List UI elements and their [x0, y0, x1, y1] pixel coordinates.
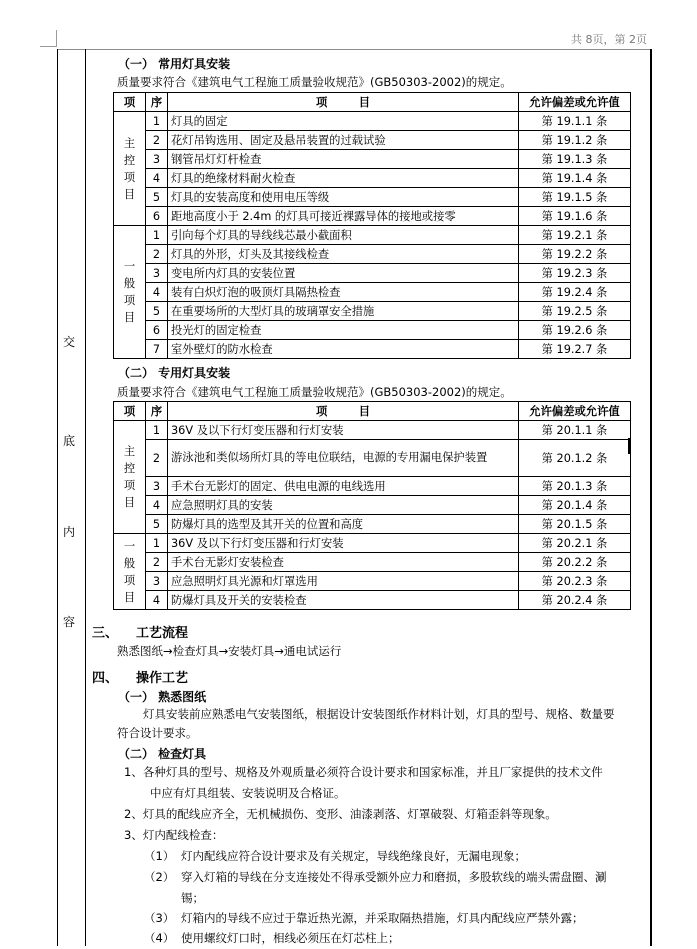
section3-number: 三、	[92, 626, 119, 641]
row-item: 防爆灯具及开关的安装检查	[168, 591, 519, 610]
row-number: 1	[146, 112, 168, 131]
table-row	[114, 496, 631, 515]
header-item: 项 目	[168, 402, 519, 421]
check-item-3: 3、灯内配线检查：	[124, 828, 224, 842]
subitem-number: （2）	[144, 870, 175, 884]
table-row	[114, 226, 631, 245]
row-item: 钢管吊灯灯杆检查	[168, 150, 519, 169]
table-row	[114, 421, 631, 440]
table-row	[114, 572, 631, 591]
row-item: 应急照明灯具的安装	[168, 496, 519, 515]
row-item: 手术台无影灯的固定、供电电源的电线选用	[168, 477, 519, 496]
row-reference: 第 19.2.4 条	[519, 283, 631, 302]
header-seq: 序	[146, 93, 168, 112]
row-reference: 第 20.1.2 条	[519, 440, 631, 477]
section4-number: 四、	[92, 671, 119, 686]
row-number: 4	[146, 496, 168, 515]
row-item: 灯具的外形，灯头及其接线检查	[168, 245, 519, 264]
row-number: 5	[146, 515, 168, 534]
subitem-text: 灯箱内的导线不应过于靠近热光源，并采取隔热措施，灯具内配线应严禁外露；	[181, 911, 584, 925]
row-number: 2	[146, 245, 168, 264]
table-row	[114, 131, 631, 150]
side-label-char: 内	[63, 525, 76, 539]
row-reference: 第 19.1.4 条	[519, 169, 631, 188]
table-row	[114, 321, 631, 340]
sub1-text: 灯具安装前应熟悉电气安装图纸，根据设计安装图纸作材料计划，灯具的型号、规格、数量要	[143, 707, 615, 721]
row-item: 灯具的安装高度和使用电压等级	[168, 188, 519, 207]
subitem-text: 灯内配线应符合设计要求及有关规定，导线绝缘良好，无漏电现象；	[181, 849, 526, 863]
subitem-number: （4）	[144, 931, 175, 945]
row-item: 投光灯的固定检查	[168, 321, 519, 340]
row-number: 2	[146, 440, 168, 477]
row-item: 游泳池和类似场所灯具的等电位联结，电源的专用漏电保护装置	[168, 440, 519, 477]
row-reference: 第 19.2.2 条	[519, 245, 631, 264]
row-reference: 第 20.2.4 条	[519, 591, 631, 610]
main-control-label: 主 控 项 目	[114, 421, 146, 534]
row-reference: 第 19.2.3 条	[519, 264, 631, 283]
general-item-label: 一 般 项 目	[114, 226, 146, 359]
row-number: 3	[146, 264, 168, 283]
section4-title: 操作工艺	[136, 671, 189, 686]
table-special-lamps	[113, 401, 631, 610]
row-reference: 第 20.2.3 条	[519, 572, 631, 591]
header-tolerance: 允许偏差或允许值	[519, 402, 631, 421]
main-control-label: 主 控 项 目	[114, 112, 146, 226]
row-number: 2	[146, 131, 168, 150]
row-reference: 第 19.1.2 条	[519, 131, 631, 150]
table-row	[114, 302, 631, 321]
row-item: 灯具的绝缘材料耐火检查	[168, 169, 519, 188]
row-item: 36V 及以下行灯变压器和行灯安装	[168, 534, 519, 553]
side-label-char: 底	[63, 434, 76, 448]
table-row	[114, 440, 631, 477]
row-item: 防爆灯具的选型及其开关的位置和高度	[168, 515, 519, 534]
side-label-char: 容	[63, 615, 76, 629]
row-reference: 第 20.1.1 条	[519, 421, 631, 440]
row-number: 4	[146, 169, 168, 188]
row-reference: 第 20.1.3 条	[519, 477, 631, 496]
sub1-text-cont: 符合设计要求。	[117, 726, 198, 740]
row-reference: 第 19.2.7 条	[519, 340, 631, 359]
table-row	[114, 188, 631, 207]
row-number: 3	[146, 477, 168, 496]
row-item: 引向每个灯具的导线线芯最小截面积	[168, 226, 519, 245]
section1-quality: 质量要求符合《建筑电气工程施工质量验收规范》(GB50303-2002)的规定。	[117, 75, 512, 89]
general-item-label: 一 般 项 目	[114, 534, 146, 610]
header-tolerance: 允许偏差或允许值	[519, 93, 631, 112]
row-number: 1	[146, 226, 168, 245]
row-item: 装有白炽灯泡的吸顶灯具隔热检查	[168, 283, 519, 302]
table-header-row	[114, 402, 631, 421]
table-row	[114, 150, 631, 169]
table-row	[114, 112, 631, 131]
row-number: 7	[146, 340, 168, 359]
header-category: 项	[114, 93, 146, 112]
row-reference: 第 20.1.5 条	[519, 515, 631, 534]
row-number: 5	[146, 302, 168, 321]
row-reference: 第 19.2.6 条	[519, 321, 631, 340]
sub1-title: （一） 熟悉图纸	[118, 690, 207, 704]
row-item: 36V 及以下行灯变压器和行灯安装	[168, 421, 519, 440]
row-reference: 第 19.1.1 条	[519, 112, 631, 131]
row-number: 6	[146, 321, 168, 340]
row-reference: 第 19.2.5 条	[519, 302, 631, 321]
table-row	[114, 245, 631, 264]
section1-title: （一） 常用灯具安装	[118, 57, 231, 71]
row-number: 6	[146, 207, 168, 226]
text-cursor	[628, 438, 630, 454]
table-header-row	[114, 93, 631, 112]
table-row	[114, 515, 631, 534]
subitem-number: （3）	[144, 911, 175, 925]
sub2-title: （二） 检查灯具	[118, 747, 207, 761]
row-reference: 第 20.2.2 条	[519, 553, 631, 572]
table-row	[114, 207, 631, 226]
crop-mark	[40, 30, 57, 47]
section2-quality: 质量要求符合《建筑电气工程施工质量验收规范》(GB50303-2002)的规定。	[117, 385, 512, 399]
row-item: 在重要场所的大型灯具的玻璃罩安全措施	[168, 302, 519, 321]
table-row	[114, 169, 631, 188]
section2-title: （二） 专用灯具安装	[118, 366, 231, 380]
row-item: 变电所内灯具的安装位置	[168, 264, 519, 283]
side-label-char: 交	[63, 335, 76, 349]
row-reference: 第 19.1.6 条	[519, 207, 631, 226]
row-item: 距地高度小于 2.4m 的灯具可接近裸露导体的接地或接零	[168, 207, 519, 226]
table-row	[114, 283, 631, 302]
row-number: 1	[146, 534, 168, 553]
row-reference: 第 20.2.1 条	[519, 534, 631, 553]
row-reference: 第 19.1.3 条	[519, 150, 631, 169]
row-reference: 第 19.2.1 条	[519, 226, 631, 245]
table-row	[114, 477, 631, 496]
row-number: 3	[146, 572, 168, 591]
row-reference: 第 20.1.4 条	[519, 496, 631, 515]
row-number: 3	[146, 150, 168, 169]
row-number: 2	[146, 553, 168, 572]
process-flow: 熟悉图纸→检查灯具→安装灯具→通电试运行	[117, 644, 342, 658]
row-number: 4	[146, 591, 168, 610]
subitem-text: 穿入灯箱的导线在分支连接处不得承受额外应力和磨损，多股软线的端头需盘圈、涮	[181, 870, 607, 884]
page-info: 共 8页，第 2页	[571, 33, 647, 46]
table-row	[114, 553, 631, 572]
check-item-1: 1、各种灯具的型号、规格及外观质量必须符合设计要求和国家标准，并且厂家提供的技术文件	[124, 765, 603, 779]
row-number: 1	[146, 421, 168, 440]
table-common-lamps	[113, 92, 631, 359]
row-item: 手术台无影灯安装检查	[168, 553, 519, 572]
table-row	[114, 340, 631, 359]
subitem-number: （1）	[144, 849, 175, 863]
row-item: 花灯吊钩选用、固定及悬吊装置的过载试验	[168, 131, 519, 150]
row-item: 应急照明灯具光源和灯罩选用	[168, 572, 519, 591]
table-row	[114, 591, 631, 610]
table-row	[114, 534, 631, 553]
header-item: 项 目	[168, 93, 519, 112]
row-number: 4	[146, 283, 168, 302]
check-item-1-cont: 中应有灯具组装、安装说明及合格证。	[150, 786, 346, 800]
check-item-2: 2、灯具的配线应齐全，无机械损伤、变形、油漆剥落、灯罩破裂、灯箱歪斜等现象。	[124, 807, 557, 821]
row-item: 灯具的固定	[168, 112, 519, 131]
subitem-text-cont: 锡；	[181, 891, 204, 905]
row-item: 室外壁灯的防水检查	[168, 340, 519, 359]
section3-title: 工艺流程	[136, 626, 189, 641]
subitem-text: 使用螺纹灯口时，相线必须压在灯芯柱上；	[181, 931, 400, 945]
header-category: 项	[114, 402, 146, 421]
row-number: 5	[146, 188, 168, 207]
table-row	[114, 264, 631, 283]
row-reference: 第 19.1.5 条	[519, 188, 631, 207]
header-seq: 序	[146, 402, 168, 421]
